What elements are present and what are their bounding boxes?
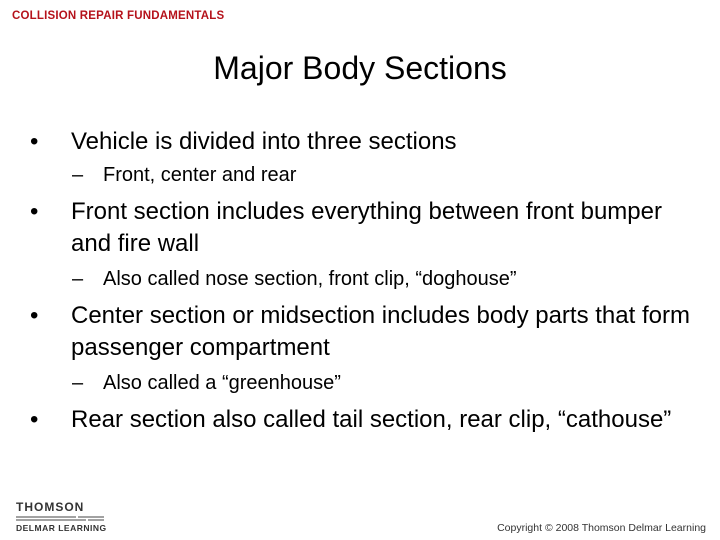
bullet-text: Front section includes everything between front bumper and fire wall [71, 198, 662, 257]
bullet-text: Rear section also called tail section, rear clip, “cathouse” [71, 406, 672, 433]
dash-icon: – [72, 164, 84, 186]
bullet-item [30, 404, 700, 436]
sub-bullet-text: Front, center and rear [103, 164, 297, 186]
slide-title: Major Body Sections [213, 50, 507, 86]
bullet-item [30, 196, 700, 260]
sub-bullet-item [30, 266, 700, 292]
bullet-icon: • [30, 128, 39, 155]
sub-bullet-text: Also called a “greenhouse” [103, 372, 341, 394]
sub-bullet-text: Also called nose section, front clip, “doghouse” [103, 268, 517, 290]
bullet-list [30, 126, 700, 436]
bullet-icon: • [30, 198, 39, 225]
dash-icon: – [72, 268, 84, 290]
dash-icon: – [72, 372, 84, 394]
bullet-text: Center section or midsection includes body parts that form passenger compartment [71, 302, 690, 361]
bullet-item [30, 126, 700, 158]
copyright-text: Copyright © 2008 Thomson Delmar Learning [497, 522, 706, 534]
logo-wordmark-top: THOMSON [16, 500, 85, 514]
bullet-item [30, 300, 700, 364]
sub-bullet-item [30, 370, 700, 396]
thomson-logo [8, 495, 108, 537]
bullet-icon: • [30, 406, 39, 433]
sub-bullet-item [30, 162, 700, 188]
bullet-text: Vehicle is divided into three sections [71, 128, 457, 155]
course-header: COLLISION REPAIR FUNDAMENTALS [12, 10, 225, 22]
bullet-icon: • [30, 302, 39, 329]
logo-wordmark-bottom: DELMAR LEARNING [16, 523, 107, 533]
